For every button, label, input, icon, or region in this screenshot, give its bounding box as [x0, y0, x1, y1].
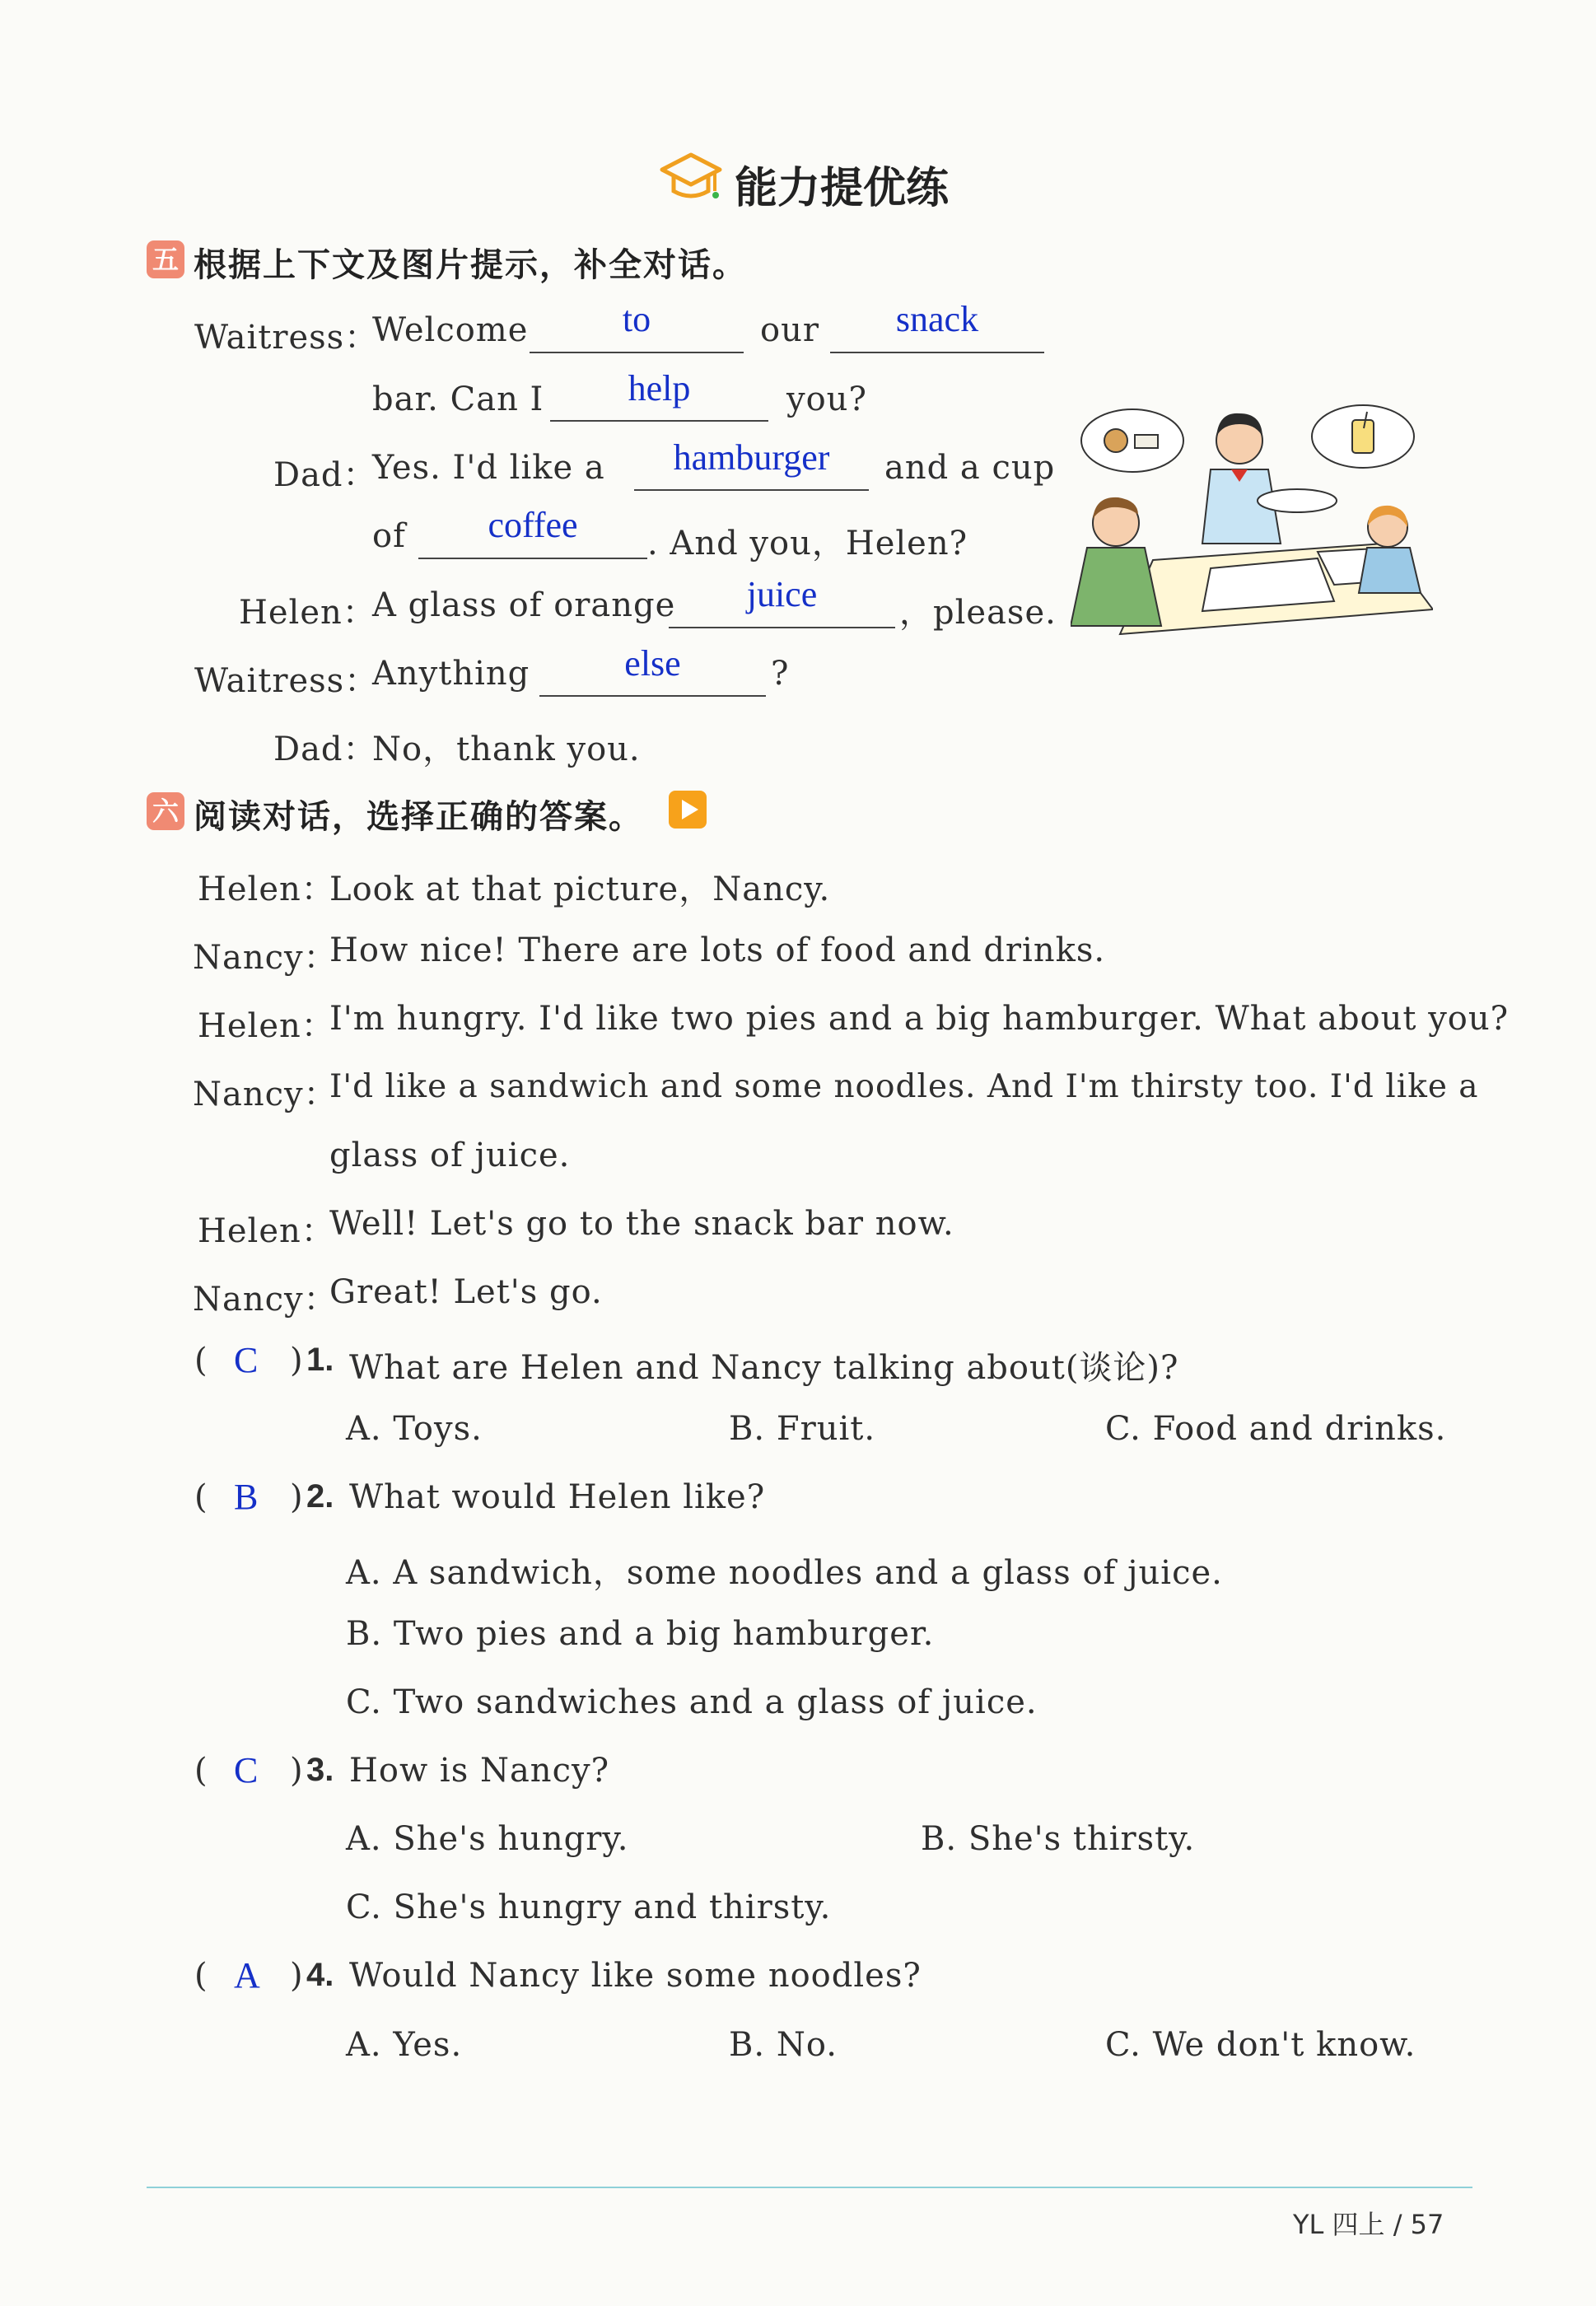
- dialogue-text: glass of juice.: [329, 1137, 571, 1174]
- dialogue-text: and a cup: [884, 449, 1056, 487]
- answer-text: snack: [895, 299, 979, 339]
- speaker-label: Dad：: [273, 456, 377, 494]
- answer-choice: C: [234, 1340, 259, 1380]
- dialogue-text: Great! Let's go.: [329, 1273, 603, 1311]
- option: A. Toys.: [346, 1410, 483, 1448]
- speaker-label: Dad：: [273, 731, 377, 768]
- dialogue-text: Well! Let's go to the snack bar now.: [329, 1205, 954, 1243]
- question-number: 4.: [306, 1957, 334, 1993]
- dialogue-text: Yes. I'd like a: [372, 449, 605, 487]
- option: A. She's hungry.: [346, 1820, 629, 1858]
- speaker-label: Waitress：: [194, 662, 379, 700]
- speaker-label: Nancy：: [193, 1076, 338, 1113]
- play-icon[interactable]: [669, 791, 707, 829]
- answer-text: help: [628, 368, 691, 408]
- dialogue-text: I'm hungry. I'd like two pies and a big hamburger. What about you?: [329, 1000, 1510, 1038]
- dialogue-text: Anything: [372, 655, 530, 693]
- answer-choice: C: [234, 1750, 259, 1790]
- speaker-label: Helen：: [198, 1212, 335, 1250]
- question-number: 1.: [306, 1342, 334, 1378]
- answer-paren-close: ): [290, 1478, 303, 1516]
- dialogue-text: ，please.: [899, 594, 1057, 632]
- section-instruction-6: 阅读对话，选择正确的答案。: [194, 798, 643, 836]
- blank-line: [530, 352, 744, 353]
- graduation-cap-icon: [659, 148, 723, 206]
- section-badge-6: 六: [147, 792, 184, 830]
- question-text: What would Helen like?: [349, 1478, 766, 1516]
- dialogue-text: of: [372, 517, 406, 555]
- section-badge-5: 五: [147, 240, 184, 278]
- answer-choice: B: [234, 1477, 259, 1517]
- speaker-label: Nancy：: [193, 1281, 338, 1319]
- option: B. Two pies and a big hamburger.: [346, 1615, 935, 1653]
- answer-paren-close: ): [290, 1342, 303, 1379]
- option: A. A sandwich，some noodles and a glass of juice.: [346, 1554, 1223, 1592]
- question-number: 2.: [306, 1478, 334, 1515]
- question-text: Would Nancy like some noodles?: [349, 1957, 922, 1995]
- option: C. We don't know.: [1105, 2026, 1416, 2064]
- dialogue-text: ?: [771, 655, 790, 693]
- option: C. Food and drinks.: [1105, 1410, 1447, 1448]
- dialogue-text: . And you，Helen?: [647, 525, 968, 562]
- dialogue-text: No，thank you.: [372, 731, 641, 768]
- dialogue-text: A glass of orange: [372, 586, 676, 624]
- speaker-label: Nancy：: [193, 939, 338, 977]
- option: B. Fruit.: [729, 1410, 876, 1448]
- blank-line: [669, 627, 895, 628]
- answer-text: else: [624, 643, 681, 684]
- speaker-label: Helen：: [198, 871, 335, 908]
- blank-line: [418, 558, 647, 559]
- blank-line: [539, 695, 766, 697]
- blank-line: [550, 420, 768, 422]
- option: B. No.: [729, 2026, 838, 2064]
- helen-body: [1359, 548, 1421, 593]
- dialogue-text: I'd like a sandwich and some noodles. And I'm thirsty too. I'd like a: [329, 1068, 1479, 1105]
- option: B. She's thirsty.: [921, 1820, 1196, 1858]
- answer-paren-open: (: [194, 1342, 208, 1379]
- answer-text: coffee: [488, 505, 578, 545]
- page-title: 能力提优练: [735, 164, 950, 213]
- serving-tray: [1258, 489, 1337, 512]
- blank-line: [830, 352, 1044, 353]
- section-instruction-5: 根据上下文及图片提示，补全对话。: [194, 246, 747, 284]
- dialogue-text: our: [760, 311, 819, 349]
- dad-body: [1071, 548, 1161, 626]
- option: C. Two sandwiches and a glass of juice.: [346, 1683, 1038, 1721]
- answer-paren-open: (: [194, 1957, 208, 1995]
- answer-choice: A: [234, 1955, 260, 1996]
- dialogue-text: bar. Can I: [372, 380, 544, 418]
- question-text: How is Nancy?: [349, 1752, 610, 1790]
- speech-bubble-food: [1081, 409, 1183, 472]
- dialogue-text: Look at that picture，Nancy.: [329, 871, 831, 908]
- snack-bar-illustration: [1071, 404, 1433, 642]
- dialogue-text: Welcome: [372, 311, 529, 349]
- option: C. She's hungry and thirsty.: [346, 1888, 832, 1926]
- answer-text: to: [622, 299, 651, 339]
- footer-rule: [147, 2187, 1472, 2188]
- option: A. Yes.: [346, 2026, 463, 2064]
- answer-text: juice: [746, 574, 818, 614]
- answer-paren-close: ): [290, 1957, 303, 1995]
- answer-paren-close: ): [290, 1752, 303, 1790]
- speaker-label: Helen：: [198, 1007, 335, 1045]
- blank-line: [634, 489, 869, 491]
- page-number: YL 四上 / 57: [1293, 2209, 1444, 2240]
- answer-text: hamburger: [673, 437, 830, 478]
- speaker-label: Waitress：: [194, 319, 379, 357]
- speaker-label: Helen：: [239, 594, 376, 632]
- question-text: What are Helen and Nancy talking about(谈论)?: [349, 1349, 1179, 1387]
- dialogue-text: you?: [786, 380, 867, 418]
- answer-paren-open: (: [194, 1752, 208, 1790]
- answer-paren-open: (: [194, 1478, 208, 1516]
- question-number: 3.: [306, 1752, 334, 1788]
- dialogue-text: How nice! There are lots of food and drinks.: [329, 931, 1106, 969]
